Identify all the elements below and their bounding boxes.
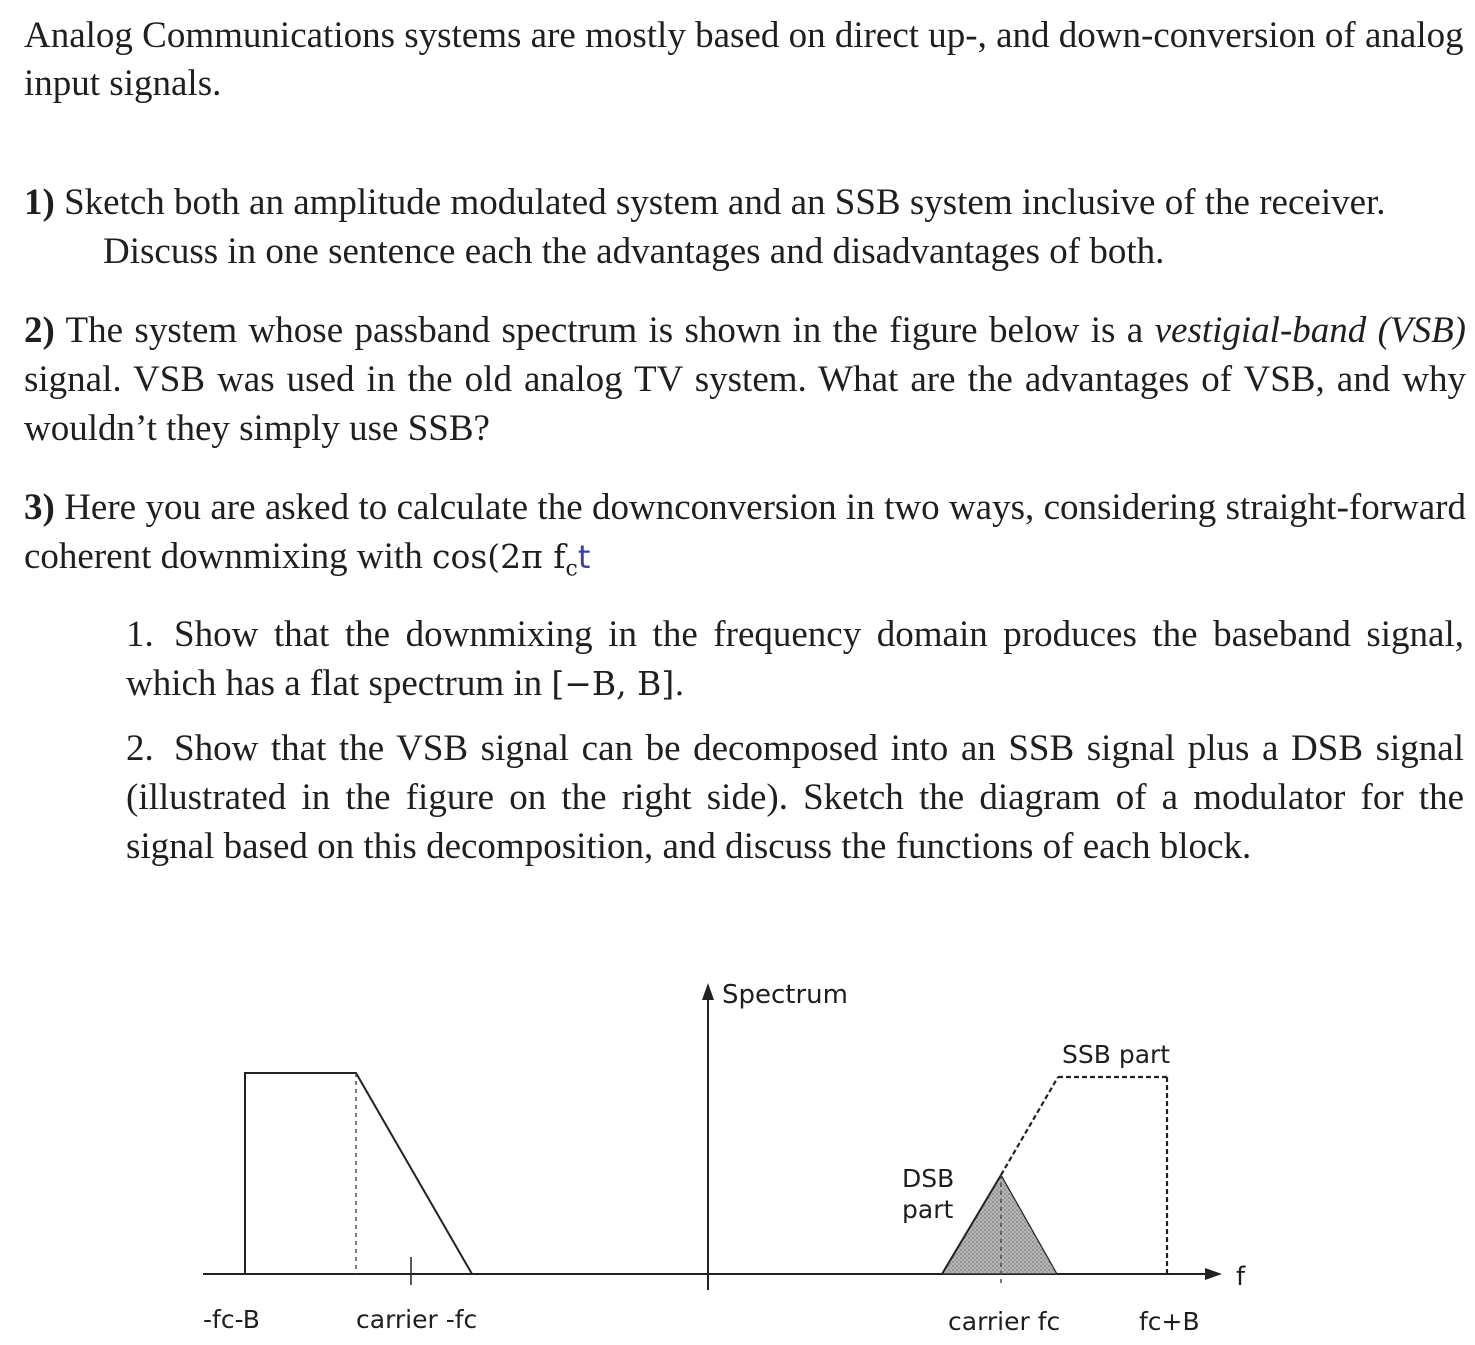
intro-paragraph: Analog Communications systems are mostly based on direct up-, and down-conversion of analog input signals.	[24, 15, 1464, 104]
tick-label-fc-plus-b: fc+B	[1139, 1307, 1200, 1336]
item-1-number: 1.	[126, 614, 154, 655]
question-3	[24, 483, 1466, 594]
question-2-text-a: The system whose passband spectrum is shown in the figure below is a	[65, 310, 1155, 351]
vsb-rising-edge-dashed	[1001, 1077, 1058, 1175]
question-1-number: 1)	[24, 182, 55, 223]
frequency-axis-label: f	[1236, 1262, 1246, 1292]
handwritten-t-mark: t	[577, 538, 591, 576]
tick-label-pos-carrier: carrier fc	[948, 1307, 1061, 1336]
question-2-text-b: signal. VSB was used in the old analog TV system. What are the advantages of VSB, and why wouldn’t they simply use SSB?	[24, 359, 1466, 449]
spectrum-axis-arrow	[702, 983, 714, 1000]
ssb-part-label: SSB part	[1062, 1040, 1171, 1069]
item-2-text: Show that the VSB signal can be decomposed into an SSB signal plus a DSB signal (illustrated in the figure on the right side). Sketch the diagram of a modulator for the signal based on this decomposition, and discuss the functions of each block.	[126, 728, 1464, 867]
item-1-interval: [−B, B].	[551, 664, 685, 703]
vsb-spectrum-figure	[0, 945, 1475, 1345]
item-2-number: 2.	[126, 728, 154, 769]
dsb-part-label-line-2: part	[902, 1195, 954, 1224]
question-3-number: 3)	[24, 487, 55, 528]
spectrum-axis-label: Spectrum	[722, 980, 848, 1010]
question-3-cos-expression: cos(2π $f_c$	[431, 537, 578, 582]
frequency-axis-arrow	[1205, 1268, 1222, 1280]
question-1-line-2: Discuss in one sentence each the advantages and disadvantages of both.	[103, 231, 1165, 272]
question-2-number: 2)	[24, 310, 55, 351]
item-1-text: Show that the downmixing in the frequency domain produces the baseband signal, which has a flat spectrum in	[126, 614, 1464, 704]
question-3-item-1	[126, 610, 1464, 708]
question-2-vsb-term: vestigial-band (VSB)	[1154, 310, 1466, 351]
question-3-item-2	[126, 724, 1464, 871]
question-1	[24, 178, 1466, 276]
tick-label-neg-carrier: carrier -fc	[356, 1305, 478, 1334]
dsb-part-label-line-1: DSB	[902, 1164, 955, 1193]
question-3-text: Here you are asked to calculate the downconversion in two ways, considering straight-forward coherent downmixing with	[24, 487, 1467, 577]
negative-band-outline	[245, 1073, 472, 1274]
question-2	[24, 306, 1466, 453]
question-1-line-1: Sketch both an amplitude modulated system and an SSB system inclusive of the receiver.	[64, 182, 1386, 223]
tick-label-neg-fc-minus-b: -fc-B	[203, 1305, 260, 1334]
dsb-part-triangle	[942, 1175, 1057, 1274]
